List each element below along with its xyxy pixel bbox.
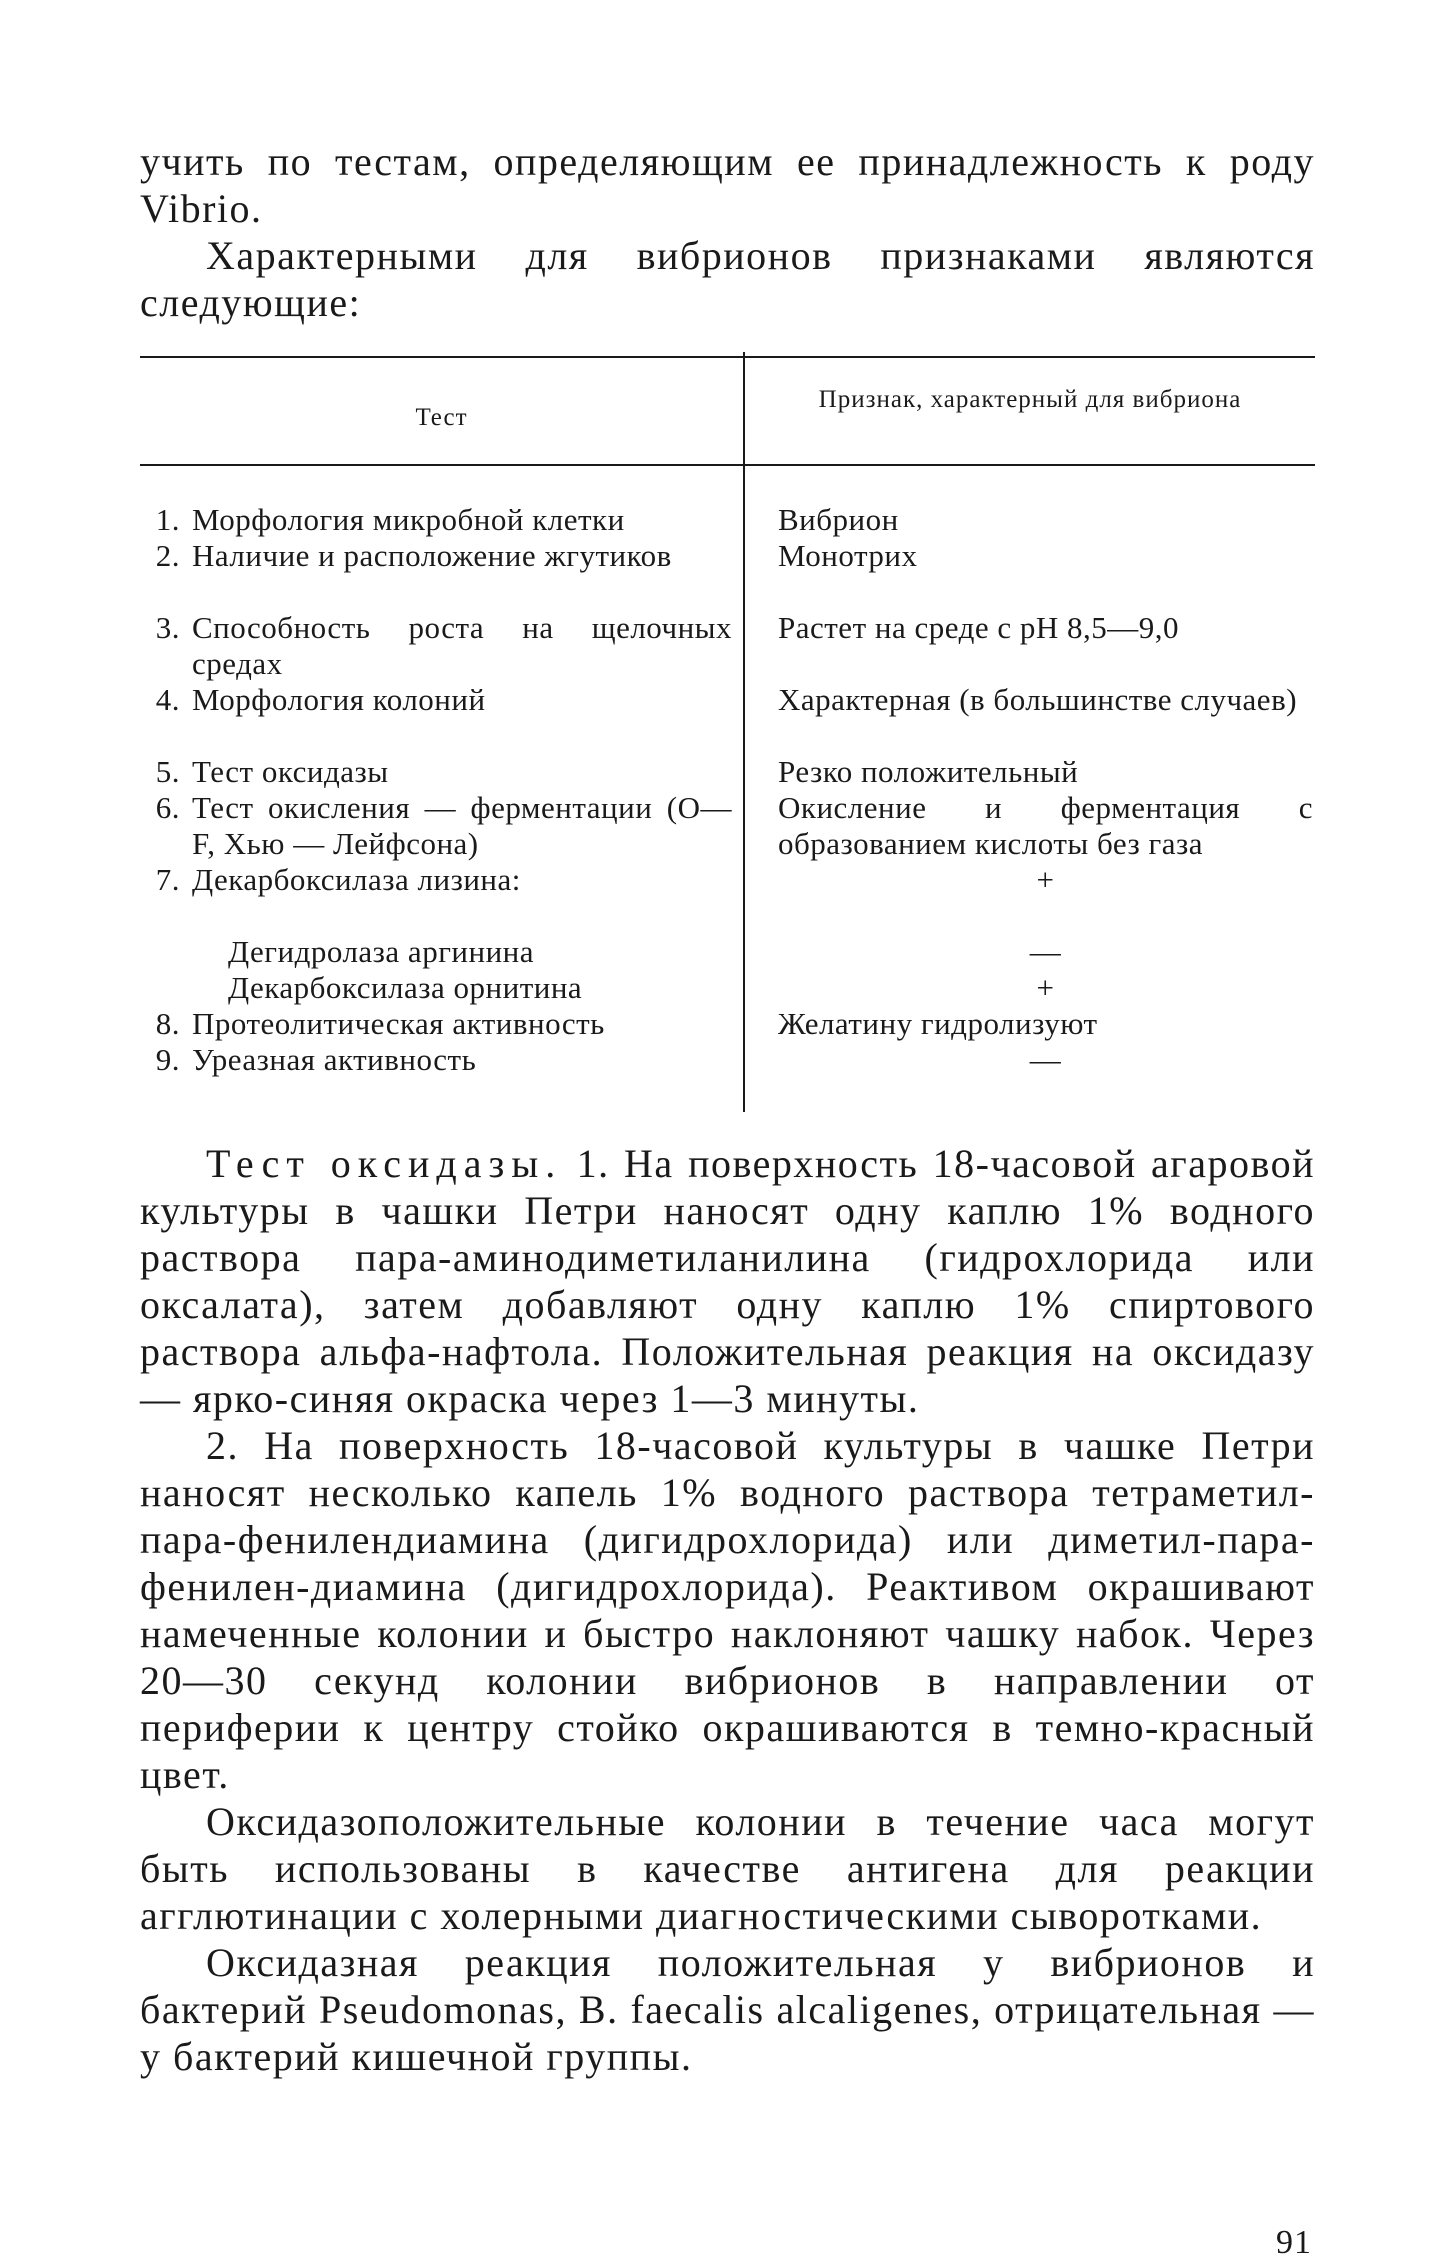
- row-number: 6.: [155, 790, 180, 825]
- paragraph-oxidase-test: [140, 1140, 1315, 1422]
- row-test: Дегидролаза аргинина: [228, 934, 535, 969]
- row-sign: Вибрион: [778, 502, 899, 537]
- row-test: Тест оксидазы: [192, 754, 389, 789]
- intro-line: учить по тестам, определяющим ее принадлежность к роду Vibrio.: [140, 139, 1315, 231]
- row-test: Морфология микробной клетки: [192, 502, 625, 537]
- row-number: 8.: [155, 1006, 180, 1041]
- row-number: 2.: [155, 538, 180, 573]
- row-test: Декарбоксилаза орнитина: [228, 970, 583, 1005]
- table-header-rule: [140, 464, 1315, 466]
- row-number: 4.: [155, 682, 180, 717]
- paragraph-conclusion: Оксидазная реакция положительная у вибрионов и бактерий Pseudomonas, B. faecalis alcaligenes, отрицательная — у бактерий кишечной группы.: [140, 1940, 1315, 2079]
- row-sign: Монотрих: [778, 538, 918, 573]
- row-test: Уреазная активность: [192, 1042, 477, 1077]
- row-test: Наличие и расположение жгутиков: [192, 538, 672, 573]
- row-sign: Окисление и ферментация с образованием кислоты без газа: [778, 790, 1313, 861]
- row-number: 1.: [155, 502, 180, 537]
- table-top-rule: [140, 356, 1315, 358]
- paragraph-method-2: 2. На поверхность 18-часовой культуры в чашке Петри наносят несколько капель 1% водного раствора тетраметил-пара-фенилендиамина (дигидрохлорида) или диметил-пара-фенилен-диамина (дигидрохлорида). Реактивом окрашивают намеченные колонии и быстро наклоняют чашку набок. Через 20—30 секунд колонии вибрионов в направлении от периферии к центру стойко окрашиваются в темно-красный цвет.: [140, 1423, 1315, 1797]
- row-sign: —: [1029, 934, 1062, 969]
- row-test: Способность роста на щелочных средах: [192, 610, 732, 681]
- row-sign: +: [1036, 862, 1055, 897]
- row-number: 3.: [155, 610, 180, 645]
- row-test: Протеолитическая активность: [192, 1006, 605, 1041]
- row-test: Морфология колоний: [192, 682, 486, 717]
- paragraph-lead: Тест оксидазы.: [206, 1141, 563, 1186]
- paragraph-antigen: Оксидазоположительные колонии в течение часа могут быть использованы в качестве антигена для реакции агглютинации с холерными диагностическими сыворотками.: [140, 1799, 1315, 1938]
- row-number: 9.: [155, 1042, 180, 1077]
- row-sign: Резко положительный: [778, 754, 1079, 789]
- row-test: Декарбоксилаза лизина:: [192, 862, 521, 897]
- row-number: 7.: [155, 862, 180, 897]
- row-sign: Растет на среде с рН 8,5—9,0: [778, 610, 1180, 645]
- row-sign: Желатину гидролизуют: [778, 1006, 1098, 1041]
- intro-line: Характерными для вибрионов признаками являются следующие:: [140, 233, 1315, 325]
- row-sign: —: [1029, 1042, 1062, 1077]
- row-sign: Характерная (в большинстве случаев): [778, 682, 1298, 717]
- paragraph-text: 1. На поверхность 18-часовой агаровой культуры в чашки Петри наносят одну каплю 1% водного раствора пара-аминодиметиланилина (гидрохлорида или оксалата), затем добавляют одну каплю 1% спиртового раствора альфа-нафтола. Положительная реакция на оксидазу — ярко-синяя окраска через 1—3 минуты.: [140, 1141, 1315, 1421]
- page: [140, 138, 1315, 2080]
- row-number: 5.: [155, 754, 180, 789]
- page-number: 91: [1276, 2224, 1312, 2261]
- header-test: Тест: [415, 404, 468, 431]
- characteristics-table: [140, 352, 1315, 1112]
- row-sign: +: [1036, 970, 1055, 1005]
- header-sign: Признак, характерный для вибриона: [818, 386, 1242, 413]
- row-test: Тест окисления — ферментации (О— F, Хью — Лейфсона): [192, 790, 732, 861]
